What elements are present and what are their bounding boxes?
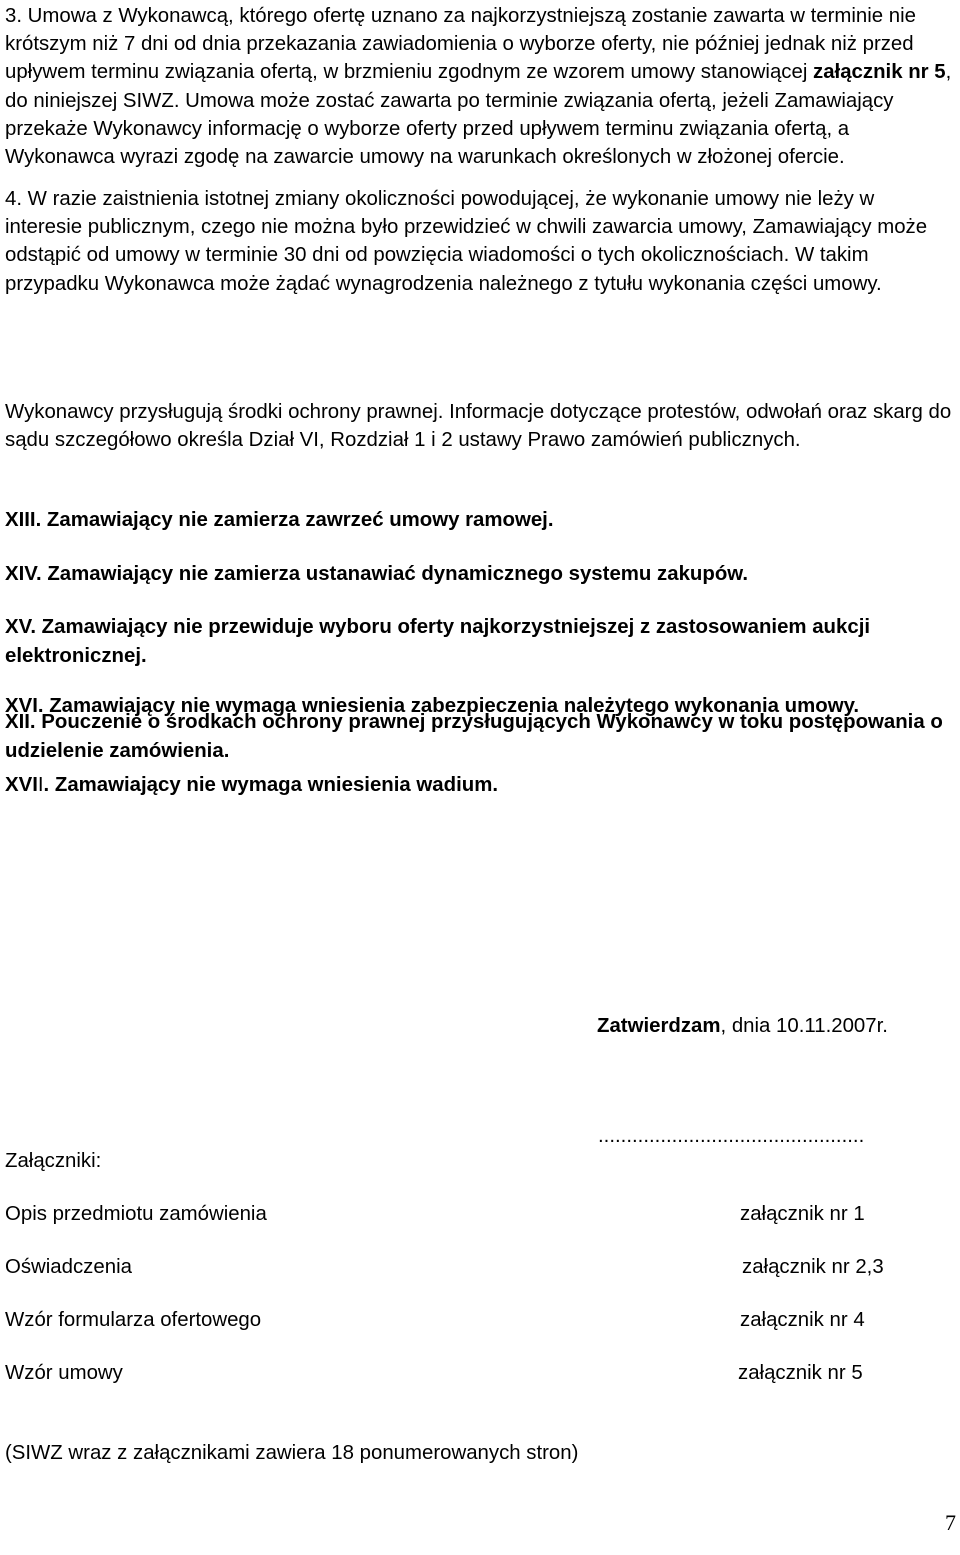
attachment-ref-2: załącznik nr 2,3: [742, 1256, 884, 1278]
section-17-number-suffix: I: [37, 774, 44, 796]
attachment-name-1: Opis przedmiotu zamówienia: [5, 1203, 267, 1225]
section-15-heading: XV. Zamawiający nie przewiduje wyboru oferty najkorzystniejszej z zastosowaniem aukcji elektronicznej.: [5, 616, 871, 667]
section-3-text-start: 3. Umowa z Wykonawcą, którego ofertę uznano za najkorzystniejszą zostanie zawarta w terminie nie krótszym niż 7 dni od dnia przekazania zawiadomienia o wyborze oferty, nie później jednak niż przed upływem terminu związania ofertą, w brzmieniu zgodnym ze wzorem umowy stanowiącej: [5, 5, 917, 84]
attachment-name-2: Oświadczenia: [5, 1256, 132, 1278]
approval-date: , dnia 10.11.2007r.: [720, 1015, 888, 1037]
attachment-ref-3: załącznik nr 4: [740, 1309, 865, 1331]
section-3-bold-ref: załącznik nr 5: [813, 61, 946, 84]
section-16-heading: XVI. Zamawiający nie wymaga wniesienia zabezpieczenia należytego wykonania umowy.: [5, 695, 860, 717]
signature-line: ...............................................: [598, 1125, 865, 1147]
page-count-note: (SIWZ wraz z załącznikami zawiera 18 ponumerowanych stron): [5, 1442, 579, 1464]
approval-line: [597, 1014, 888, 1038]
attachment-ref-4: załącznik nr 5: [738, 1362, 863, 1384]
attachments-title: Załączniki:: [5, 1150, 102, 1172]
section-17-heading: [5, 771, 953, 800]
section-12-body: Wykonawcy przysługują środki ochrony prawnej. Informacje dotyczące protestów, odwołań oraz skarg do sądu szczegółowo określa Dział VI, Rozdział 1 i 2 ustawy Prawo zamówień publicznych.: [5, 401, 952, 452]
page-number: 7: [945, 1510, 956, 1535]
section-3-text-end: , do niniejszej SIWZ. Umowa może zostać zawarta po terminie związania ofertą, jeżeli Zamawiający przekaże Wykonawcy informację o wyborze oferty przed upływem terminu związania ofertą, a Wykonawca wyrazi zgodę na zawarcie umowy na warunkach określonych w złożonej ofercie.: [5, 61, 952, 169]
attachment-name-4: Wzór umowy: [5, 1362, 123, 1384]
section-12-heading: XII. Pouczenie o środkach ochrony prawnej przysługujących Wykonawcy w toku postępowania o udzielenie zamówienia.: [5, 711, 943, 762]
section-13-heading: XIII. Zamawiający nie zamierza zawrzeć umowy ramowej.: [5, 509, 554, 531]
attachment-name-3: Wzór formularza ofertowego: [5, 1309, 262, 1331]
section-17-number: XVI: [5, 774, 38, 796]
section-3-paragraph: [5, 2, 953, 171]
attachment-ref-1: załącznik nr 1: [740, 1203, 865, 1225]
approval-label: Zatwierdzam: [597, 1015, 721, 1037]
section-14-heading: XIV. Zamawiający nie zamierza ustanawiać dynamicznego systemu zakupów.: [5, 563, 749, 585]
section-4-paragraph: 4. W razie zaistnienia istotnej zmiany okoliczności powodującej, że wykonanie umowy nie leży w interesie publicznym, czego nie można było przewidzieć w chwili zawarcia umowy, Zamawiający może odstąpić od umowy w terminie 30 dni od powzięcia wiadomości o tych okolicznościach. W takim przypadku Wykonawca może żądać wynagrodzenia należnego z tytułu wykonania części umowy.: [5, 188, 928, 295]
section-17-text: . Zamawiający nie wymaga wniesienia wadium.: [43, 774, 498, 796]
